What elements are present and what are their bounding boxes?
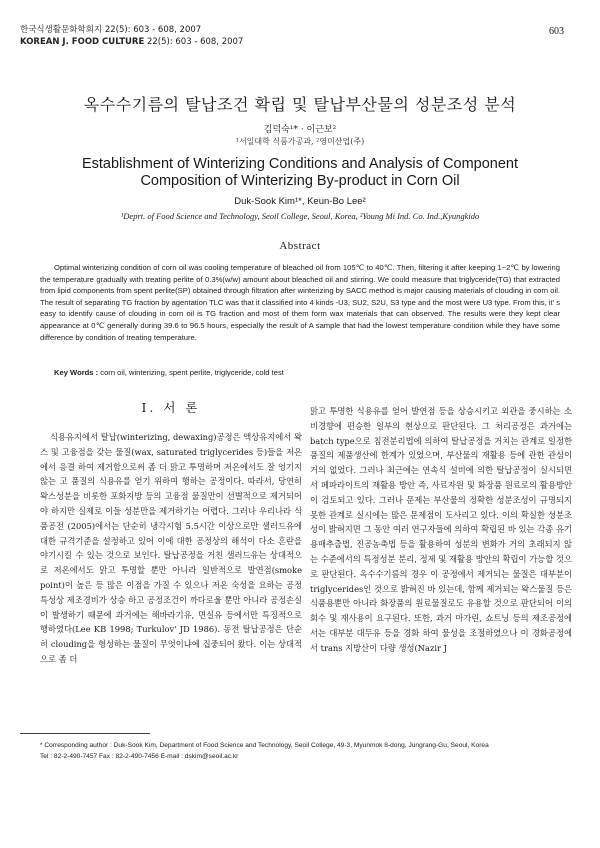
korean-affiliations: ¹서일대학 식품가공과, ²영미산업(주) [235,137,365,146]
section-heading: Ⅰ. 서 론 [141,400,201,415]
keywords-list: corn oil, winterizing, spent perlite, triglyceride, cold test [98,368,284,377]
journal-header [20,24,243,48]
english-title: Establishment of Winterizing Conditions and Analysis of Component Composition of Winterizing By-product in Corn Oil [81,156,519,189]
journal-name-english: KOREAN J. FOOD CULTURE [20,37,145,47]
left-column [40,398,302,667]
abstract-heading: Abstract [279,240,321,252]
journal-volume: 22(5): 603 - 608, 2007 [144,37,244,47]
english-authors: Duk-Sook Kim¹*, Keun-Bo Lee² [234,196,366,207]
footnote-divider [20,733,150,734]
english-affiliations: ¹Deprt. of Food Science and Technology, Seoil College, Seoul, Korea, ²Young Mi Ind. Co. Ind.,Kyungkido [120,211,480,221]
journal-line-english [20,36,243,48]
footnote-contact: Tel : 82-2-490-7457 Fax : 82-2-490-7456 E-mail : dskim@seoil.ac.kr [40,753,239,760]
right-column [310,404,572,656]
right-column-paragraph: 맑고 투명한 식용유를 얻어 발연점 등을 상승시키고 외관을 중시하는 소비경향에 편승한 일부의 현상으로 판단된다. 그 처리공정은 과거에는 batch type으로 침전분리법에 의하여 탈납공정을 거치는 관계로 일정한 품질의 제품생산에 한계가 있었으며, 부산물의 재활용 등에 관한 관심이 거의 없었다. 그러나 최근에는 연속식 설비에 의한 탈납공정이 실시되면서 페파라이트의 재활용 방안 즉, 사료자원 및 화장품 원료로의 활용방안이 검토되고 있다. 그러나 문제는 부산물의 정확한 성분조성이 규명되지 못한 관계로 실시에는 많은 문제점이 도사리고 있다. 이의 확실한 성분조성이 밝혀지면 그 동안 여러 연구자들에 의하여 확립된 바 있는 각종 유기 용매추출법, 진공농축법 등을 활용하여 성분의 변화가 거의 초래되지 않는 수준에서의 특정성분 분리, 정제 및 재활용 방안의 확립이 가능할 것으로 판단된다. 옥수수기름의 경우 이 공정에서 제거되는 물질은 대부분이 triglycerides인 것으로 밝혀진 바 있는데, 함께 제거되는 왁스물질 등은 식품용뿐만 아니라 화장품의 원료물질로도 유용할 것으로 판단되어 이의 회수 및 재사용이 요구된다. 또한, 과거 마가린, 쇼트닝 등의 제조공정에서는 대부분 대두유 등을 경화 하여 물성을 조절하였으나 이 경화공정에서 trans 지방산이 다량 생성(Nazir J [310,406,572,653]
corresponding-author-footnote [40,740,580,762]
keywords [54,368,284,377]
left-column-paragraph: 식용유지에서 탈납(winterizing, dewaxing)공정은 액상유지에서 왁스 및 고융점을 갖는 물질(wax, saturated triglycerides 등)들을 저온에서 응결 하여 제거함으로써 좀 더 맑고 투명하며 저온에서도 잘 엉기지 않는 고 품질의 식용유를 얻기 위하여 행하는 공정이다. 따라서, 당연히 왁스성분을 비롯한 포화지방 등의 고융점 물질만이 선별적으로 제거되어야 하지만 실제로 이들 성분만을 제거하기는 어렵다. 그러나 우리나라 식품공전 (2005)에서는 단순히 냉각시험 5.5시간 이상으로만 샐러드유에 대한 규격기준을 설정하고 있어 이에 대한 공정상의 해석이 다소 혼란을 야기시킬 수 있는 것으로 보인다. 탈납공정을 거친 샐러드유는 상대적으로 저온에서도 맑고 투명할 뿐만 아니라 일반적으로 발연점(smoke point)이 높은 등 많은 이점을 가질 수 있으나 저온 숙성을 요하는 공정특성상 제조경비가 상승 하고 공정조건이 까다로울 뿐만 아니라 공정손실이 발생하기 때문에 과거에는 해바라기유, 면실유 등에서만 특징적으로 행하였다(Lee KB 1998; Turkulov' JD 1986). 동전 탈납공정은 단순히 clouding을 형성하는 물질이 무엇이냐에 집중되어 왔다. 이는 상대적으로 좀 더 [40,432,302,664]
page-number: 603 [549,26,564,37]
abstract-text: Optimal winterizing condition of corn oil was cooling temperature of bleached oil from 105℃ to 40℃. Then, filtering it after keeping 1~2℃ by lowering the temperature gradually with treating perlite of 0.3%(w/w) amount about bleached oil and stirring. We could measure that triglyceride(TG) that extracted from lipid components from spent perlite(SP) obtained through filtration after winterizing by SACC method is major causing materials of clouding in corn oil. The result of separating TG fraction by agentation TLC was that it classified into 4 kinds -U3, SU2, S2U, S3 type and the most were U3 type. From this, it' s easy to identify cause of clouding in corn oil is TG fraction and most of them form wax materials that can observed. The results were they kept clear appearance at 0℃ generally during 39.6 to 96.5 hours, especially the result of A sample that had the lowest temperature condition while they have some difference by condition of treating temperature. [40,263,560,342]
footnote-address: * Corresponding author : Duk-Sook Kim, Department of Food Science and Technology, Seoil College, 49-3, Myunmok 8-dong, Jungrang-Gu, Seoul, Korea [40,742,489,749]
korean-authors: 김덕숙¹* · 이근보² [263,125,337,135]
journal-line-korean: 한국식생활문화학회지 22(5): 603 - 608, 2007 [20,25,202,35]
korean-title: 옥수수기름의 탈납조건 확립 및 탈납부산물의 성분조성 분석 [83,95,517,114]
keywords-label: Key Words : [54,368,99,377]
